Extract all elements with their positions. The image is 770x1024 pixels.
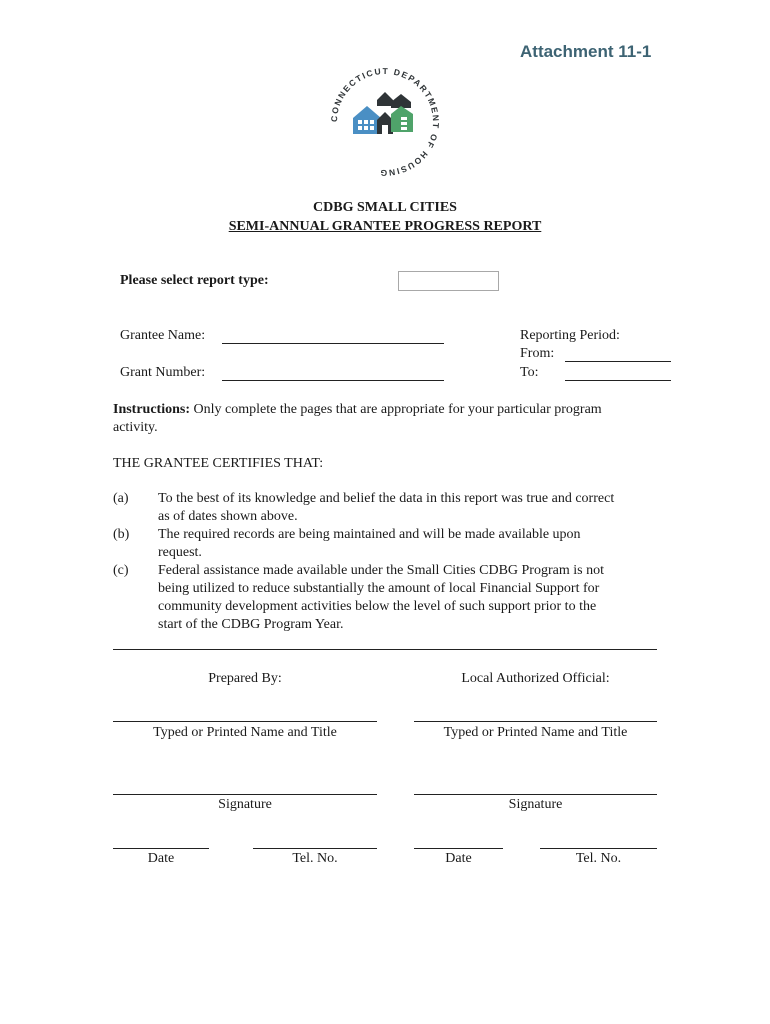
instructions-text: Only complete the pages that are appropriate for your particular program [190, 402, 602, 417]
prepared-name-field[interactable] [113, 721, 377, 722]
instructions-label: Instructions: [113, 402, 191, 417]
official-signature-caption: Signature [508, 797, 563, 812]
reporting-period-label: Reporting Period: [520, 328, 620, 343]
report-type-dropdown[interactable] [398, 271, 499, 291]
report-type-label: Please select report type: [120, 273, 269, 288]
item-b-line: request. [158, 545, 202, 560]
prepared-by-label: Prepared By: [208, 671, 282, 686]
attachment-label: Attachment 11-1 [520, 42, 652, 61]
official-tel-caption: Tel. No. [575, 851, 622, 866]
official-tel-field[interactable] [540, 848, 657, 849]
logo-ring-text: CONNECTICUT DEPARTMENT OF HOUSING [328, 65, 442, 179]
item-b-text [158, 526, 657, 562]
to-date-field[interactable] [565, 380, 671, 381]
official-name-field[interactable] [414, 721, 657, 722]
item-a-line: To the best of its knowledge and belief the data in this report was true and correct [158, 491, 615, 506]
item-c-marker: (c) [113, 563, 129, 578]
prepared-date-caption: Date [147, 851, 175, 866]
report-title: CDBG SMALL CITIES [313, 200, 457, 215]
prepared-date-field[interactable] [113, 848, 209, 849]
item-c-text [158, 562, 657, 634]
from-date-field[interactable] [565, 361, 671, 362]
from-label: From: [520, 346, 555, 361]
item-c-line: being utilized to reduce substantially the amount of local Financial Support for [158, 581, 600, 596]
certifies-heading: THE GRANTEE CERTIFIES THAT: [113, 456, 324, 471]
item-b-marker: (b) [113, 527, 130, 542]
section-divider [113, 649, 657, 650]
item-a-text [158, 490, 657, 526]
item-c-line: start of the CDBG Program Year. [158, 617, 344, 632]
prepared-signature-field[interactable] [113, 794, 377, 795]
report-subtitle: SEMI-ANNUAL GRANTEE PROGRESS REPORT [228, 219, 542, 234]
department-logo [325, 62, 445, 182]
to-label: To: [520, 365, 539, 380]
instructions-text-cont: activity. [113, 420, 158, 435]
grantee-name-field[interactable] [222, 343, 444, 344]
grantee-name-label: Grantee Name: [120, 328, 206, 343]
official-date-caption: Date [445, 851, 472, 866]
grant-number-field[interactable] [222, 380, 444, 381]
prepared-tel-caption: Tel. No. [292, 851, 338, 866]
local-official-label: Local Authorized Official: [461, 671, 610, 686]
grant-number-label: Grant Number: [120, 365, 206, 380]
official-date-field[interactable] [414, 848, 503, 849]
official-name-caption: Typed or Printed Name and Title [443, 725, 628, 740]
prepared-name-caption: Typed or Printed Name and Title [153, 725, 337, 740]
official-signature-field[interactable] [414, 794, 657, 795]
item-a-marker: (a) [113, 491, 129, 506]
prepared-signature-caption: Signature [218, 797, 272, 812]
prepared-tel-field[interactable] [253, 848, 377, 849]
item-c-line: community development activities below the level of such support prior to the [158, 599, 597, 614]
item-c-line: Federal assistance made available under the Small Cities CDBG Program is not [158, 563, 604, 578]
instructions [113, 401, 657, 419]
item-a-line: as of dates shown above. [158, 509, 298, 524]
item-b-line: The required records are being maintained and will be made available upon [158, 527, 581, 542]
